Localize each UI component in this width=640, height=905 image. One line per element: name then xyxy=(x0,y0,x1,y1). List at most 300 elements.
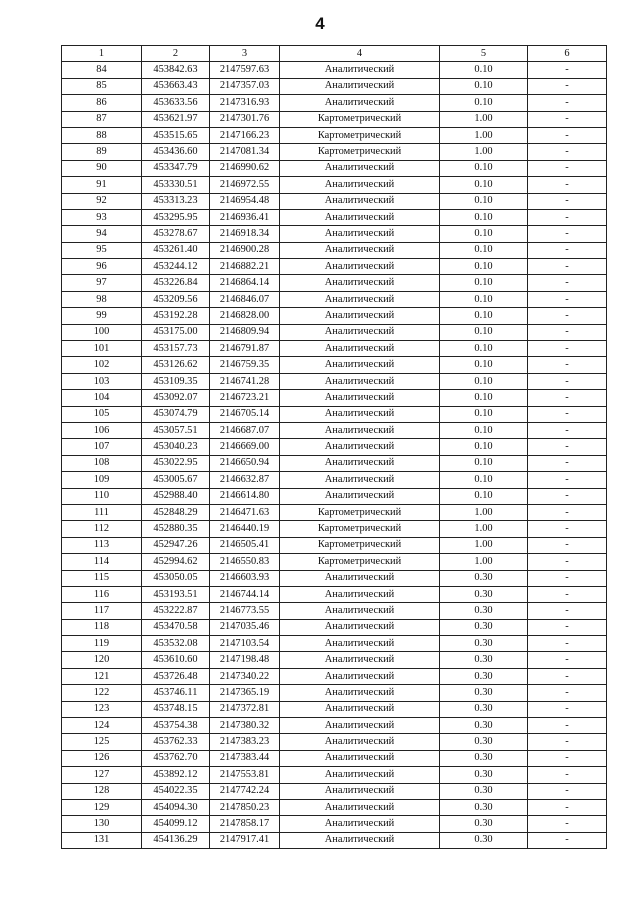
column-header: 1 xyxy=(62,46,142,62)
method-cell: Картометрический xyxy=(280,504,440,520)
accuracy-cell: 0.30 xyxy=(440,603,528,619)
x-coordinate-cell: 453610.60 xyxy=(142,652,210,668)
accuracy-cell: 0.10 xyxy=(440,455,528,471)
y-coordinate-cell: 2146864.14 xyxy=(210,275,280,291)
table-header-row xyxy=(62,46,607,62)
accuracy-cell: 0.30 xyxy=(440,734,528,750)
note-cell: - xyxy=(528,259,607,275)
x-coordinate-cell: 452848.29 xyxy=(142,504,210,520)
accuracy-cell: 0.10 xyxy=(440,472,528,488)
table-row xyxy=(62,62,607,78)
method-cell: Аналитический xyxy=(280,209,440,225)
x-coordinate-cell: 452994.62 xyxy=(142,554,210,570)
y-coordinate-cell: 2147340.22 xyxy=(210,668,280,684)
accuracy-cell: 0.10 xyxy=(440,341,528,357)
table-row xyxy=(62,357,607,373)
y-coordinate-cell: 2146505.41 xyxy=(210,537,280,553)
point-number-cell: 103 xyxy=(62,373,142,389)
point-number-cell: 94 xyxy=(62,226,142,242)
y-coordinate-cell: 2146759.35 xyxy=(210,357,280,373)
point-number-cell: 116 xyxy=(62,586,142,602)
table-row xyxy=(62,537,607,553)
note-cell: - xyxy=(528,160,607,176)
table-row xyxy=(62,308,607,324)
method-cell: Аналитический xyxy=(280,718,440,734)
note-cell: - xyxy=(528,586,607,602)
accuracy-cell: 0.30 xyxy=(440,619,528,635)
table-row xyxy=(62,95,607,111)
note-cell: - xyxy=(528,767,607,783)
column-header: 6 xyxy=(528,46,607,62)
note-cell: - xyxy=(528,701,607,717)
y-coordinate-cell: 2146723.21 xyxy=(210,390,280,406)
table-row xyxy=(62,783,607,799)
table-row xyxy=(62,816,607,832)
accuracy-cell: 0.10 xyxy=(440,275,528,291)
x-coordinate-cell: 453746.11 xyxy=(142,685,210,701)
y-coordinate-cell: 2147316.93 xyxy=(210,95,280,111)
x-coordinate-cell: 452988.40 xyxy=(142,488,210,504)
note-cell: - xyxy=(528,62,607,78)
note-cell: - xyxy=(528,422,607,438)
x-coordinate-cell: 453092.07 xyxy=(142,390,210,406)
accuracy-cell: 1.00 xyxy=(440,537,528,553)
method-cell: Аналитический xyxy=(280,472,440,488)
method-cell: Аналитический xyxy=(280,291,440,307)
y-coordinate-cell: 2147917.41 xyxy=(210,832,280,848)
method-cell: Аналитический xyxy=(280,422,440,438)
y-coordinate-cell: 2146809.94 xyxy=(210,324,280,340)
method-cell: Аналитический xyxy=(280,390,440,406)
point-number-cell: 91 xyxy=(62,177,142,193)
note-cell: - xyxy=(528,373,607,389)
table-row xyxy=(62,455,607,471)
y-coordinate-cell: 2147372.81 xyxy=(210,701,280,717)
y-coordinate-cell: 2147357.03 xyxy=(210,78,280,94)
method-cell: Аналитический xyxy=(280,160,440,176)
table-row xyxy=(62,127,607,143)
note-cell: - xyxy=(528,504,607,520)
method-cell: Аналитический xyxy=(280,193,440,209)
table-row xyxy=(62,472,607,488)
note-cell: - xyxy=(528,750,607,766)
table-row xyxy=(62,209,607,225)
note-cell: - xyxy=(528,209,607,225)
table-row xyxy=(62,554,607,570)
method-cell: Аналитический xyxy=(280,78,440,94)
method-cell: Аналитический xyxy=(280,636,440,652)
method-cell: Аналитический xyxy=(280,406,440,422)
y-coordinate-cell: 2147553.81 xyxy=(210,767,280,783)
table-row xyxy=(62,373,607,389)
y-coordinate-cell: 2147081.34 xyxy=(210,144,280,160)
point-number-cell: 104 xyxy=(62,390,142,406)
accuracy-cell: 0.10 xyxy=(440,439,528,455)
method-cell: Картометрический xyxy=(280,537,440,553)
point-number-cell: 98 xyxy=(62,291,142,307)
x-coordinate-cell: 453347.79 xyxy=(142,160,210,176)
y-coordinate-cell: 2146990.62 xyxy=(210,160,280,176)
x-coordinate-cell: 453842.63 xyxy=(142,62,210,78)
y-coordinate-cell: 2147383.44 xyxy=(210,750,280,766)
note-cell: - xyxy=(528,455,607,471)
y-coordinate-cell: 2146900.28 xyxy=(210,242,280,258)
note-cell: - xyxy=(528,95,607,111)
point-number-cell: 121 xyxy=(62,668,142,684)
point-number-cell: 118 xyxy=(62,619,142,635)
method-cell: Картометрический xyxy=(280,127,440,143)
accuracy-cell: 0.10 xyxy=(440,373,528,389)
point-number-cell: 126 xyxy=(62,750,142,766)
x-coordinate-cell: 453621.97 xyxy=(142,111,210,127)
y-coordinate-cell: 2146614.80 xyxy=(210,488,280,504)
table-row xyxy=(62,652,607,668)
x-coordinate-cell: 453892.12 xyxy=(142,767,210,783)
x-coordinate-cell: 453515.65 xyxy=(142,127,210,143)
x-coordinate-cell: 453278.67 xyxy=(142,226,210,242)
table-row xyxy=(62,521,607,537)
point-number-cell: 112 xyxy=(62,521,142,537)
x-coordinate-cell: 453244.12 xyxy=(142,259,210,275)
note-cell: - xyxy=(528,554,607,570)
method-cell: Аналитический xyxy=(280,439,440,455)
table-row xyxy=(62,422,607,438)
method-cell: Аналитический xyxy=(280,324,440,340)
accuracy-cell: 0.30 xyxy=(440,767,528,783)
point-number-cell: 99 xyxy=(62,308,142,324)
method-cell: Аналитический xyxy=(280,603,440,619)
method-cell: Аналитический xyxy=(280,226,440,242)
accuracy-cell: 0.30 xyxy=(440,636,528,652)
method-cell: Аналитический xyxy=(280,668,440,684)
point-number-cell: 124 xyxy=(62,718,142,734)
table-row xyxy=(62,259,607,275)
point-number-cell: 96 xyxy=(62,259,142,275)
point-number-cell: 108 xyxy=(62,455,142,471)
note-cell: - xyxy=(528,291,607,307)
x-coordinate-cell: 454094.30 xyxy=(142,799,210,815)
x-coordinate-cell: 453175.00 xyxy=(142,324,210,340)
table-row xyxy=(62,160,607,176)
point-number-cell: 86 xyxy=(62,95,142,111)
y-coordinate-cell: 2146603.93 xyxy=(210,570,280,586)
method-cell: Аналитический xyxy=(280,816,440,832)
note-cell: - xyxy=(528,406,607,422)
point-number-cell: 119 xyxy=(62,636,142,652)
method-cell: Аналитический xyxy=(280,685,440,701)
method-cell: Аналитический xyxy=(280,308,440,324)
note-cell: - xyxy=(528,78,607,94)
x-coordinate-cell: 453754.38 xyxy=(142,718,210,734)
x-coordinate-cell: 453209.56 xyxy=(142,291,210,307)
point-number-cell: 114 xyxy=(62,554,142,570)
y-coordinate-cell: 2146972.55 xyxy=(210,177,280,193)
x-coordinate-cell: 453192.28 xyxy=(142,308,210,324)
point-number-cell: 106 xyxy=(62,422,142,438)
accuracy-cell: 0.10 xyxy=(440,324,528,340)
x-coordinate-cell: 454099.12 xyxy=(142,816,210,832)
note-cell: - xyxy=(528,521,607,537)
page-number: 4 xyxy=(315,14,325,33)
y-coordinate-cell: 2146936.41 xyxy=(210,209,280,225)
point-number-cell: 128 xyxy=(62,783,142,799)
table-row xyxy=(62,341,607,357)
accuracy-cell: 0.10 xyxy=(440,308,528,324)
table-row xyxy=(62,488,607,504)
table-row xyxy=(62,226,607,242)
column-header: 2 xyxy=(142,46,210,62)
point-number-cell: 85 xyxy=(62,78,142,94)
y-coordinate-cell: 2146687.07 xyxy=(210,422,280,438)
point-number-cell: 130 xyxy=(62,816,142,832)
accuracy-cell: 0.10 xyxy=(440,242,528,258)
x-coordinate-cell: 453074.79 xyxy=(142,406,210,422)
point-number-cell: 115 xyxy=(62,570,142,586)
method-cell: Картометрический xyxy=(280,521,440,537)
accuracy-cell: 0.10 xyxy=(440,62,528,78)
point-number-cell: 111 xyxy=(62,504,142,520)
accuracy-cell: 0.10 xyxy=(440,160,528,176)
method-cell: Аналитический xyxy=(280,259,440,275)
column-header: 5 xyxy=(440,46,528,62)
y-coordinate-cell: 2146471.63 xyxy=(210,504,280,520)
accuracy-cell: 0.10 xyxy=(440,226,528,242)
accuracy-cell: 0.30 xyxy=(440,816,528,832)
column-header: 3 xyxy=(210,46,280,62)
accuracy-cell: 0.30 xyxy=(440,750,528,766)
method-cell: Аналитический xyxy=(280,455,440,471)
point-number-cell: 109 xyxy=(62,472,142,488)
point-number-cell: 101 xyxy=(62,341,142,357)
x-coordinate-cell: 453040.23 xyxy=(142,439,210,455)
accuracy-cell: 0.10 xyxy=(440,390,528,406)
note-cell: - xyxy=(528,177,607,193)
accuracy-cell: 1.00 xyxy=(440,144,528,160)
accuracy-cell: 0.10 xyxy=(440,259,528,275)
accuracy-cell: 1.00 xyxy=(440,504,528,520)
y-coordinate-cell: 2146791.87 xyxy=(210,341,280,357)
accuracy-cell: 0.30 xyxy=(440,783,528,799)
table-row xyxy=(62,78,607,94)
method-cell: Аналитический xyxy=(280,275,440,291)
note-cell: - xyxy=(528,275,607,291)
x-coordinate-cell: 453532.08 xyxy=(142,636,210,652)
y-coordinate-cell: 2147301.76 xyxy=(210,111,280,127)
table-row xyxy=(62,586,607,602)
point-number-cell: 95 xyxy=(62,242,142,258)
table-row xyxy=(62,406,607,422)
method-cell: Аналитический xyxy=(280,488,440,504)
point-number-cell: 90 xyxy=(62,160,142,176)
accuracy-cell: 0.10 xyxy=(440,357,528,373)
table-row xyxy=(62,193,607,209)
y-coordinate-cell: 2146741.28 xyxy=(210,373,280,389)
method-cell: Аналитический xyxy=(280,701,440,717)
note-cell: - xyxy=(528,193,607,209)
point-number-cell: 127 xyxy=(62,767,142,783)
method-cell: Аналитический xyxy=(280,783,440,799)
y-coordinate-cell: 2146650.94 xyxy=(210,455,280,471)
table-row xyxy=(62,439,607,455)
table-row xyxy=(62,832,607,848)
y-coordinate-cell: 2147380.32 xyxy=(210,718,280,734)
accuracy-cell: 1.00 xyxy=(440,111,528,127)
table-row xyxy=(62,619,607,635)
accuracy-cell: 0.10 xyxy=(440,95,528,111)
method-cell: Аналитический xyxy=(280,750,440,766)
x-coordinate-cell: 453057.51 xyxy=(142,422,210,438)
accuracy-cell: 1.00 xyxy=(440,521,528,537)
x-coordinate-cell: 453126.62 xyxy=(142,357,210,373)
accuracy-cell: 0.10 xyxy=(440,209,528,225)
y-coordinate-cell: 2146669.00 xyxy=(210,439,280,455)
point-number-cell: 125 xyxy=(62,734,142,750)
y-coordinate-cell: 2146705.14 xyxy=(210,406,280,422)
table-row xyxy=(62,636,607,652)
method-cell: Аналитический xyxy=(280,767,440,783)
method-cell: Аналитический xyxy=(280,734,440,750)
note-cell: - xyxy=(528,341,607,357)
table-row xyxy=(62,734,607,750)
table-row xyxy=(62,275,607,291)
note-cell: - xyxy=(528,783,607,799)
note-cell: - xyxy=(528,226,607,242)
point-number-cell: 88 xyxy=(62,127,142,143)
x-coordinate-cell: 453193.51 xyxy=(142,586,210,602)
table-row xyxy=(62,750,607,766)
accuracy-cell: 0.30 xyxy=(440,668,528,684)
x-coordinate-cell: 452947.26 xyxy=(142,537,210,553)
x-coordinate-cell: 453663.43 xyxy=(142,78,210,94)
table-row xyxy=(62,570,607,586)
note-cell: - xyxy=(528,439,607,455)
method-cell: Аналитический xyxy=(280,619,440,635)
point-number-cell: 107 xyxy=(62,439,142,455)
accuracy-cell: 0.30 xyxy=(440,570,528,586)
x-coordinate-cell: 452880.35 xyxy=(142,521,210,537)
note-cell: - xyxy=(528,685,607,701)
table-body xyxy=(62,62,607,849)
note-cell: - xyxy=(528,619,607,635)
method-cell: Аналитический xyxy=(280,177,440,193)
accuracy-cell: 0.30 xyxy=(440,799,528,815)
y-coordinate-cell: 2147166.23 xyxy=(210,127,280,143)
accuracy-cell: 0.10 xyxy=(440,193,528,209)
note-cell: - xyxy=(528,816,607,832)
method-cell: Картометрический xyxy=(280,144,440,160)
table-row xyxy=(62,718,607,734)
accuracy-cell: 0.10 xyxy=(440,291,528,307)
x-coordinate-cell: 453470.58 xyxy=(142,619,210,635)
y-coordinate-cell: 2147103.54 xyxy=(210,636,280,652)
y-coordinate-cell: 2146954.48 xyxy=(210,193,280,209)
x-coordinate-cell: 453109.35 xyxy=(142,373,210,389)
method-cell: Аналитический xyxy=(280,652,440,668)
point-number-cell: 117 xyxy=(62,603,142,619)
x-coordinate-cell: 453633.56 xyxy=(142,95,210,111)
x-coordinate-cell: 453222.87 xyxy=(142,603,210,619)
y-coordinate-cell: 2147850.23 xyxy=(210,799,280,815)
accuracy-cell: 0.30 xyxy=(440,832,528,848)
note-cell: - xyxy=(528,603,607,619)
note-cell: - xyxy=(528,668,607,684)
point-number-cell: 100 xyxy=(62,324,142,340)
y-coordinate-cell: 2147858.17 xyxy=(210,816,280,832)
table-row xyxy=(62,242,607,258)
accuracy-cell: 1.00 xyxy=(440,127,528,143)
y-coordinate-cell: 2147198.48 xyxy=(210,652,280,668)
method-cell: Картометрический xyxy=(280,111,440,127)
point-number-cell: 105 xyxy=(62,406,142,422)
note-cell: - xyxy=(528,111,607,127)
point-number-cell: 113 xyxy=(62,537,142,553)
note-cell: - xyxy=(528,636,607,652)
accuracy-cell: 0.30 xyxy=(440,685,528,701)
note-cell: - xyxy=(528,357,607,373)
coordinates-table xyxy=(61,45,607,849)
method-cell: Аналитический xyxy=(280,62,440,78)
x-coordinate-cell: 453157.73 xyxy=(142,341,210,357)
accuracy-cell: 0.30 xyxy=(440,718,528,734)
table-row xyxy=(62,177,607,193)
note-cell: - xyxy=(528,127,607,143)
note-cell: - xyxy=(528,242,607,258)
y-coordinate-cell: 2146773.55 xyxy=(210,603,280,619)
x-coordinate-cell: 453022.95 xyxy=(142,455,210,471)
note-cell: - xyxy=(528,832,607,848)
y-coordinate-cell: 2146440.19 xyxy=(210,521,280,537)
method-cell: Аналитический xyxy=(280,357,440,373)
method-cell: Аналитический xyxy=(280,95,440,111)
accuracy-cell: 0.10 xyxy=(440,488,528,504)
accuracy-cell: 0.10 xyxy=(440,422,528,438)
accuracy-cell: 0.10 xyxy=(440,78,528,94)
point-number-cell: 93 xyxy=(62,209,142,225)
method-cell: Аналитический xyxy=(280,570,440,586)
point-number-cell: 92 xyxy=(62,193,142,209)
column-header: 4 xyxy=(280,46,440,62)
accuracy-cell: 1.00 xyxy=(440,554,528,570)
y-coordinate-cell: 2147742.24 xyxy=(210,783,280,799)
method-cell: Аналитический xyxy=(280,242,440,258)
y-coordinate-cell: 2147597.63 xyxy=(210,62,280,78)
accuracy-cell: 0.30 xyxy=(440,652,528,668)
table-row xyxy=(62,668,607,684)
point-number-cell: 87 xyxy=(62,111,142,127)
accuracy-cell: 0.30 xyxy=(440,701,528,717)
point-number-cell: 123 xyxy=(62,701,142,717)
table-row xyxy=(62,767,607,783)
y-coordinate-cell: 2147383.23 xyxy=(210,734,280,750)
method-cell: Аналитический xyxy=(280,832,440,848)
point-number-cell: 102 xyxy=(62,357,142,373)
note-cell: - xyxy=(528,537,607,553)
table-row xyxy=(62,685,607,701)
point-number-cell: 131 xyxy=(62,832,142,848)
table-row xyxy=(62,390,607,406)
point-number-cell: 120 xyxy=(62,652,142,668)
accuracy-cell: 0.30 xyxy=(440,586,528,602)
note-cell: - xyxy=(528,570,607,586)
x-coordinate-cell: 453762.70 xyxy=(142,750,210,766)
table-row xyxy=(62,291,607,307)
y-coordinate-cell: 2146632.87 xyxy=(210,472,280,488)
note-cell: - xyxy=(528,488,607,504)
method-cell: Аналитический xyxy=(280,341,440,357)
x-coordinate-cell: 453005.67 xyxy=(142,472,210,488)
x-coordinate-cell: 453226.84 xyxy=(142,275,210,291)
accuracy-cell: 0.10 xyxy=(440,177,528,193)
